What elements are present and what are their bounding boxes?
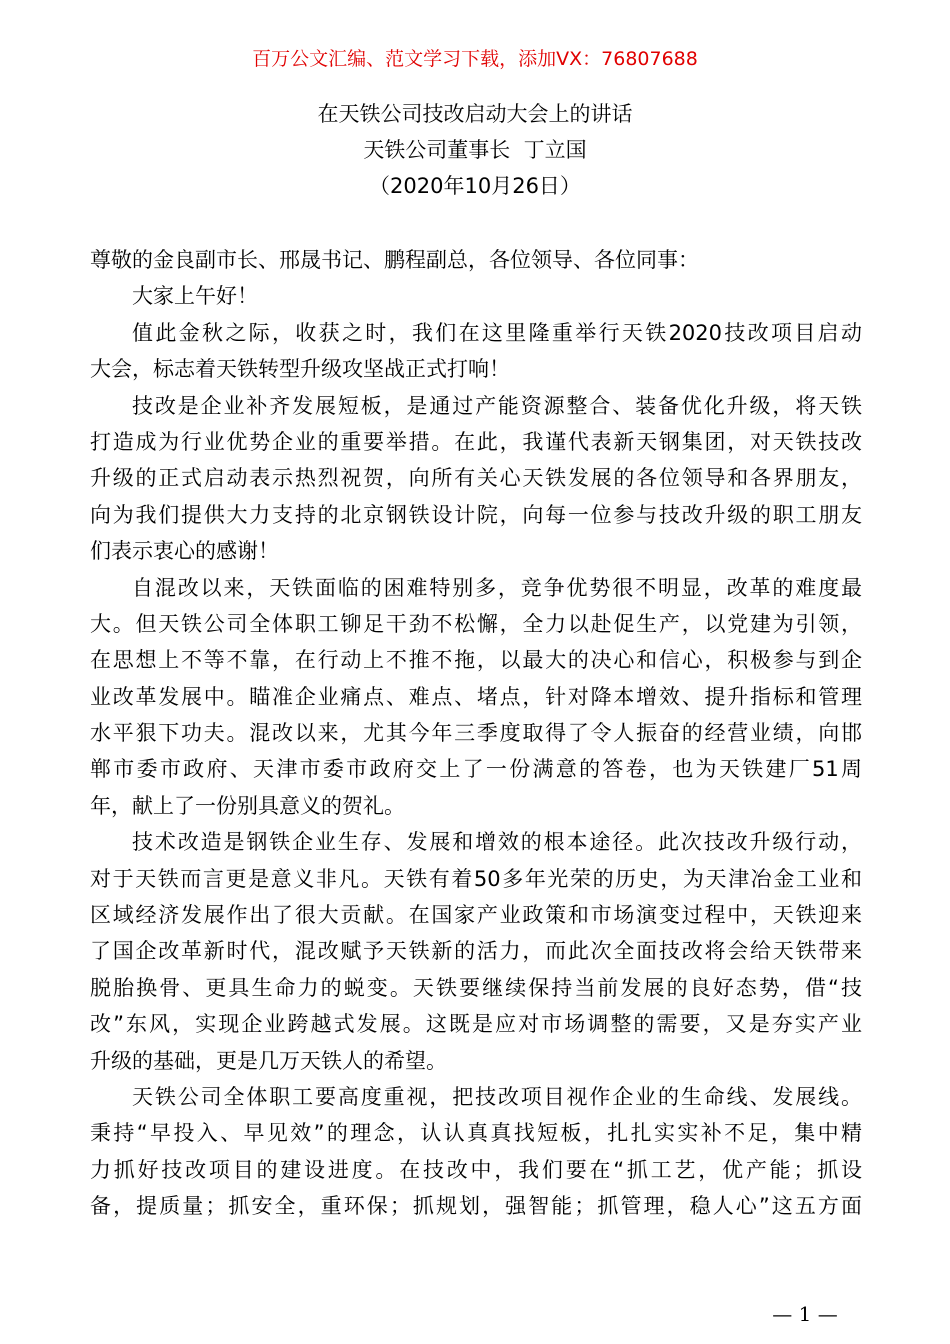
speech-date: （2020年10月26日） [369,174,581,198]
greeting-line: 大家上午好！ [132,284,258,309]
paragraph-line: 技改是企业补齐发展短板，是通过产能资源整合、装备优化升级，将天铁 [132,393,862,418]
paragraph-line: 区域经济发展作出了很大贡献。在国家产业政策和市场演变过程中，天铁迎来 [90,903,862,928]
paragraph-line: 升级的正式启动表示热烈祝贺，向所有关心天铁发展的各位领导和各界朋友， [90,466,862,491]
paragraph-line: 天铁公司全体职工要高度重视，把技改项目视作企业的生命线、发展线。 [132,1084,862,1109]
speech-title: 在天铁公司技改启动大会上的讲话 [317,102,633,126]
title-block [0,96,950,204]
page-number: — 1 — [772,1302,838,1326]
paragraph-line: 在思想上不等不靠，在行动上不推不拖，以最大的决心和信心，积极参与到企 [90,648,862,673]
salutation-line: 尊敬的金良副市长、邢晟书记、鹏程副总，各位领导、各位同事： [90,248,699,272]
paragraph-line: 大会，标志着天铁转型升级攻坚战正式打响！ [90,357,510,382]
paragraph-line: 水平狠下功夫。混改以来，尤其今年三季度取得了令人振奋的经营业绩，向邯 [90,721,862,746]
speech-body [90,242,862,1225]
paragraph-line: 向为我们提供大力支持的北京钢铁设计院，向每一位参与技改升级的职工朋友 [90,502,862,527]
paragraph-line: 升级的基础，更是几万天铁人的希望。 [90,1048,447,1073]
paragraph-line: 值此金秋之际，收获之时，我们在这里隆重举行天铁2020技改项目启动 [132,320,862,345]
paragraph-line: 对于天铁而言更是意义非凡。天铁有着50多年光荣的历史，为天津冶金工业和 [90,866,862,891]
paragraph-line: 力抓好技改项目的建设进度。在技改中，我们要在“抓工艺，优产能；抓设 [90,1157,862,1182]
paragraph-line: 打造成为行业优势企业的重要举措。在此，我谨代表新天钢集团，对天铁技改 [90,429,862,454]
paragraph-line: 业改革发展中。瞄准企业痛点、难点、堵点，针对降本增效、提升指标和管理 [90,684,862,709]
speaker-line: 天铁公司董事长 丁立国 [363,138,587,162]
paragraph-line: 自混改以来，天铁面临的困难特别多，竞争优势很不明显，改革的难度最 [132,575,862,600]
paragraph-line: 备，提质量；抓安全，重环保；抓规划，强智能；抓管理，稳人心”这五方面 [90,1194,862,1219]
paragraph-line: 郸市委市政府、天津市委市政府交上了一份满意的答卷，也为天铁建厂51周 [90,757,862,782]
watermark-banner: 百万公文汇编、范文学习下载，添加VX：76807688 [252,48,698,70]
paragraph-line: 技术改造是钢铁企业生存、发展和增效的根本途径。此次技改升级行动， [132,830,862,855]
paragraph-line: 们表示衷心的感谢！ [90,539,279,564]
paragraph-line: 大。但天铁公司全体职工铆足干劲不松懈，全力以赴促生产，以党建为引领， [90,611,862,636]
paragraph-line: 脱胎换骨、更具生命力的蜕变。天铁要继续保持当前发展的良好态势，借“技 [90,975,862,1000]
paragraph-line: 秉持“早投入、早见效”的理念，认认真真找短板，扎扎实实补不足，集中精 [90,1121,862,1146]
paragraph-line: 年，献上了一份别具意义的贺礼。 [90,793,405,818]
paragraph-line: 改”东风，实现企业跨越式发展。这既是应对市场调整的需要，又是夯实产业 [90,1012,862,1037]
paragraph-line: 了国企改革新时代，混改赋予天铁新的活力，而此次全面技改将会给天铁带来 [90,939,862,964]
